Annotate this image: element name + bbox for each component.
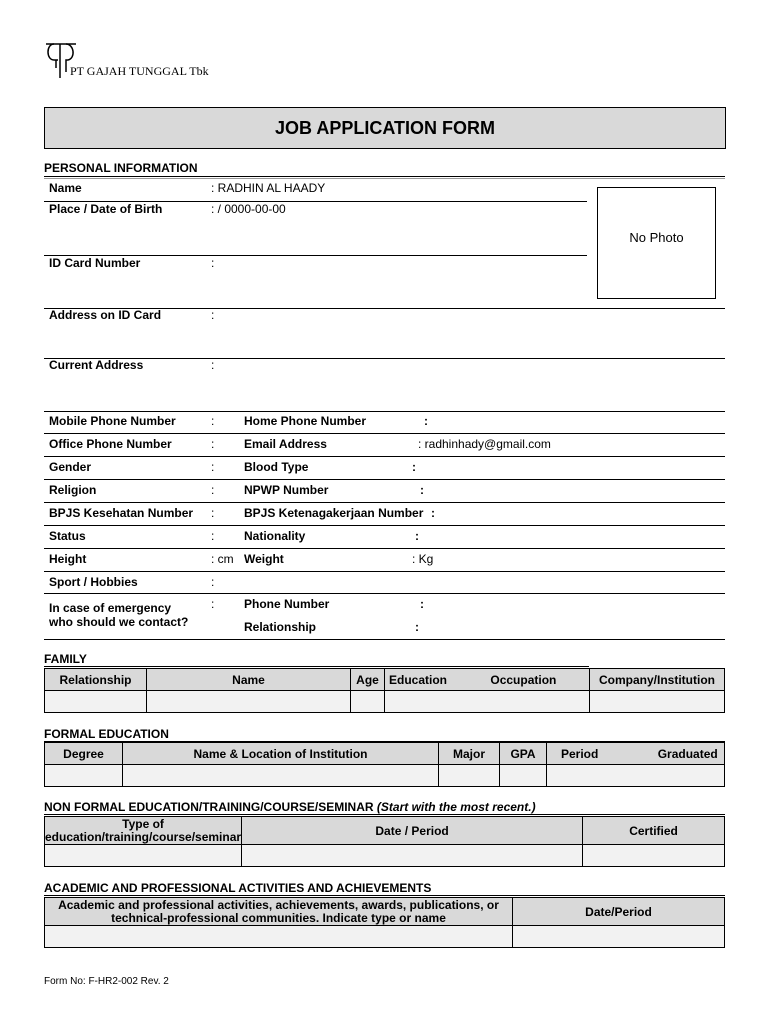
family-cell[interactable] <box>45 691 147 713</box>
section-academic: ACADEMIC AND PROFESSIONAL ACTIVITIES AND ACHIEVEMENTS <box>44 881 432 895</box>
nationality-value[interactable]: : <box>415 529 419 543</box>
blood-type-label: Blood Type <box>244 460 309 474</box>
section-family: FAMILY <box>44 652 87 666</box>
edu-header-institution: Name & Location of Institution <box>123 743 439 765</box>
row-divider <box>44 479 725 480</box>
section-divider <box>44 814 725 815</box>
row-divider <box>44 593 725 594</box>
row-divider <box>44 525 725 526</box>
emergency-label-line2: who should we contact? <box>49 615 189 629</box>
npwp-label: NPWP Number <box>244 483 329 497</box>
emergency-phone-value[interactable]: : <box>420 597 424 611</box>
academic-cell[interactable] <box>45 926 513 948</box>
emergency-label <box>49 601 188 629</box>
edu-cell[interactable] <box>45 765 123 787</box>
row-divider <box>44 411 725 412</box>
non-formal-header-date: Date / Period <box>242 817 583 845</box>
edu-cell[interactable] <box>547 765 725 787</box>
weight-value[interactable]: : Kg <box>412 552 434 566</box>
address-id-label: Address on ID Card <box>49 308 162 322</box>
academic-header-activities <box>45 898 513 926</box>
family-header-company: Company/Institution <box>590 669 725 691</box>
row-divider <box>44 639 725 640</box>
family-cell[interactable] <box>147 691 351 713</box>
academic-table <box>44 897 725 948</box>
row-divider <box>44 571 725 572</box>
section-divider <box>44 666 589 667</box>
section-formal-education: FORMAL EDUCATION <box>44 727 169 741</box>
section-divider <box>44 895 725 896</box>
emergency-value[interactable]: : <box>211 597 215 611</box>
non-formal-table <box>44 816 725 867</box>
bpjs-ketenagakerjaan-value[interactable]: : <box>431 506 435 520</box>
form-title: JOB APPLICATION FORM <box>44 107 726 149</box>
weight-label: Weight <box>244 552 284 566</box>
family-cell[interactable] <box>385 691 590 713</box>
status-value[interactable]: : <box>211 529 215 543</box>
non-formal-note: (Start with the most recent.) <box>376 800 536 814</box>
birth-label: Place / Date of Birth <box>49 202 163 216</box>
academic-cell[interactable] <box>513 926 725 948</box>
row-divider <box>44 433 725 434</box>
edu-cell[interactable] <box>123 765 439 787</box>
family-cell[interactable] <box>590 691 725 713</box>
id-card-label: ID Card Number <box>49 256 141 270</box>
row-divider <box>44 456 725 457</box>
family-header-name: Name <box>147 669 351 691</box>
current-address-label: Current Address <box>49 358 144 372</box>
emergency-relationship-label: Relationship <box>244 620 317 634</box>
non-formal-cell[interactable] <box>242 845 583 867</box>
non-formal-header-certified: Certified <box>583 817 725 845</box>
height-label: Height <box>49 552 87 566</box>
emergency-label-line1: In case of emergency <box>49 601 172 615</box>
family-header-age: Age <box>351 669 385 691</box>
religion-value[interactable]: : <box>211 483 215 497</box>
academic-header-line2: technical-professional communities. Indicate type or name <box>111 910 446 925</box>
npwp-value[interactable]: : <box>420 483 424 497</box>
edu-cell[interactable] <box>500 765 547 787</box>
company-logo <box>44 38 209 84</box>
photo-box: No Photo <box>597 187 716 299</box>
non-formal-title: NON FORMAL EDUCATION/TRAINING/COURSE/SEMINAR <box>44 800 374 814</box>
row-divider <box>44 502 725 503</box>
birth-value[interactable]: : / 0000-00-00 <box>211 202 286 216</box>
academic-header-line1: Academic and professional activities, achievements, awards, publications, or <box>58 897 499 912</box>
home-phone-label: Home Phone Number <box>244 414 367 428</box>
edu-header-major: Major <box>439 743 500 765</box>
gender-value[interactable]: : <box>211 460 215 474</box>
formal-education-table <box>44 742 725 787</box>
edu-header-gpa: GPA <box>500 743 547 765</box>
company-name: PT GAJAH TUNGGAL Tbk <box>70 64 209 78</box>
non-formal-cell[interactable] <box>45 845 242 867</box>
family-header-education-occupation <box>385 669 590 691</box>
id-card-value[interactable]: : <box>211 256 215 270</box>
height-value[interactable]: : cm <box>211 552 234 566</box>
non-formal-header-type-line2: education/training/course/seminar <box>45 829 242 844</box>
academic-header-date: Date/Period <box>513 898 725 926</box>
edu-header-period: Period <box>561 746 599 761</box>
email-label: Email Address <box>244 437 327 451</box>
edu-cell[interactable] <box>439 765 500 787</box>
edu-header-degree: Degree <box>45 743 123 765</box>
mobile-label: Mobile Phone Number <box>49 414 176 428</box>
name-label: Name <box>49 181 82 195</box>
row-divider <box>44 548 725 549</box>
mobile-value[interactable]: : <box>211 414 215 428</box>
office-phone-label: Office Phone Number <box>49 437 172 451</box>
email-value[interactable]: : radhinhady@gmail.com <box>418 437 551 451</box>
family-header-education: Education <box>389 672 448 687</box>
section-non-formal-education <box>44 800 536 814</box>
status-label: Status <box>49 529 86 543</box>
bpjs-kesehatan-value[interactable]: : <box>211 506 215 520</box>
nationality-label: Nationality <box>244 529 306 543</box>
address-id-value[interactable]: : <box>211 308 215 322</box>
emergency-relationship-value[interactable]: : <box>415 620 419 634</box>
emergency-phone-label: Phone Number <box>244 597 330 611</box>
sport-label: Sport / Hobbies <box>49 575 138 589</box>
non-formal-cell[interactable] <box>583 845 725 867</box>
edu-header-period-graduated <box>547 743 725 765</box>
name-value[interactable]: : RADHIN AL HAADY <box>211 181 326 195</box>
section-divider <box>44 176 725 179</box>
family-table <box>44 668 725 713</box>
non-formal-header-type-line1: Type of <box>122 816 164 831</box>
family-header-occupation: Occupation <box>490 672 557 687</box>
religion-label: Religion <box>49 483 97 497</box>
family-header-relationship: Relationship <box>45 669 147 691</box>
form-number: Form No: F-HR2-002 Rev. 2 <box>44 976 169 987</box>
row-divider <box>44 358 725 359</box>
bpjs-ketenagakerjaan-label: BPJS Ketenagakerjaan Number <box>244 506 424 520</box>
current-address-value[interactable]: : <box>211 358 215 372</box>
section-personal-information: PERSONAL INFORMATION <box>44 161 198 175</box>
sport-value[interactable]: : <box>211 575 215 589</box>
family-cell[interactable] <box>351 691 385 713</box>
home-phone-value[interactable]: : <box>424 414 428 428</box>
non-formal-header-type <box>45 817 242 845</box>
bpjs-kesehatan-label: BPJS Kesehatan Number <box>49 506 194 520</box>
office-phone-value[interactable]: : <box>211 437 215 451</box>
edu-header-graduated: Graduated <box>657 746 718 761</box>
blood-type-value[interactable]: : <box>412 460 416 474</box>
gender-label: Gender <box>49 460 92 474</box>
